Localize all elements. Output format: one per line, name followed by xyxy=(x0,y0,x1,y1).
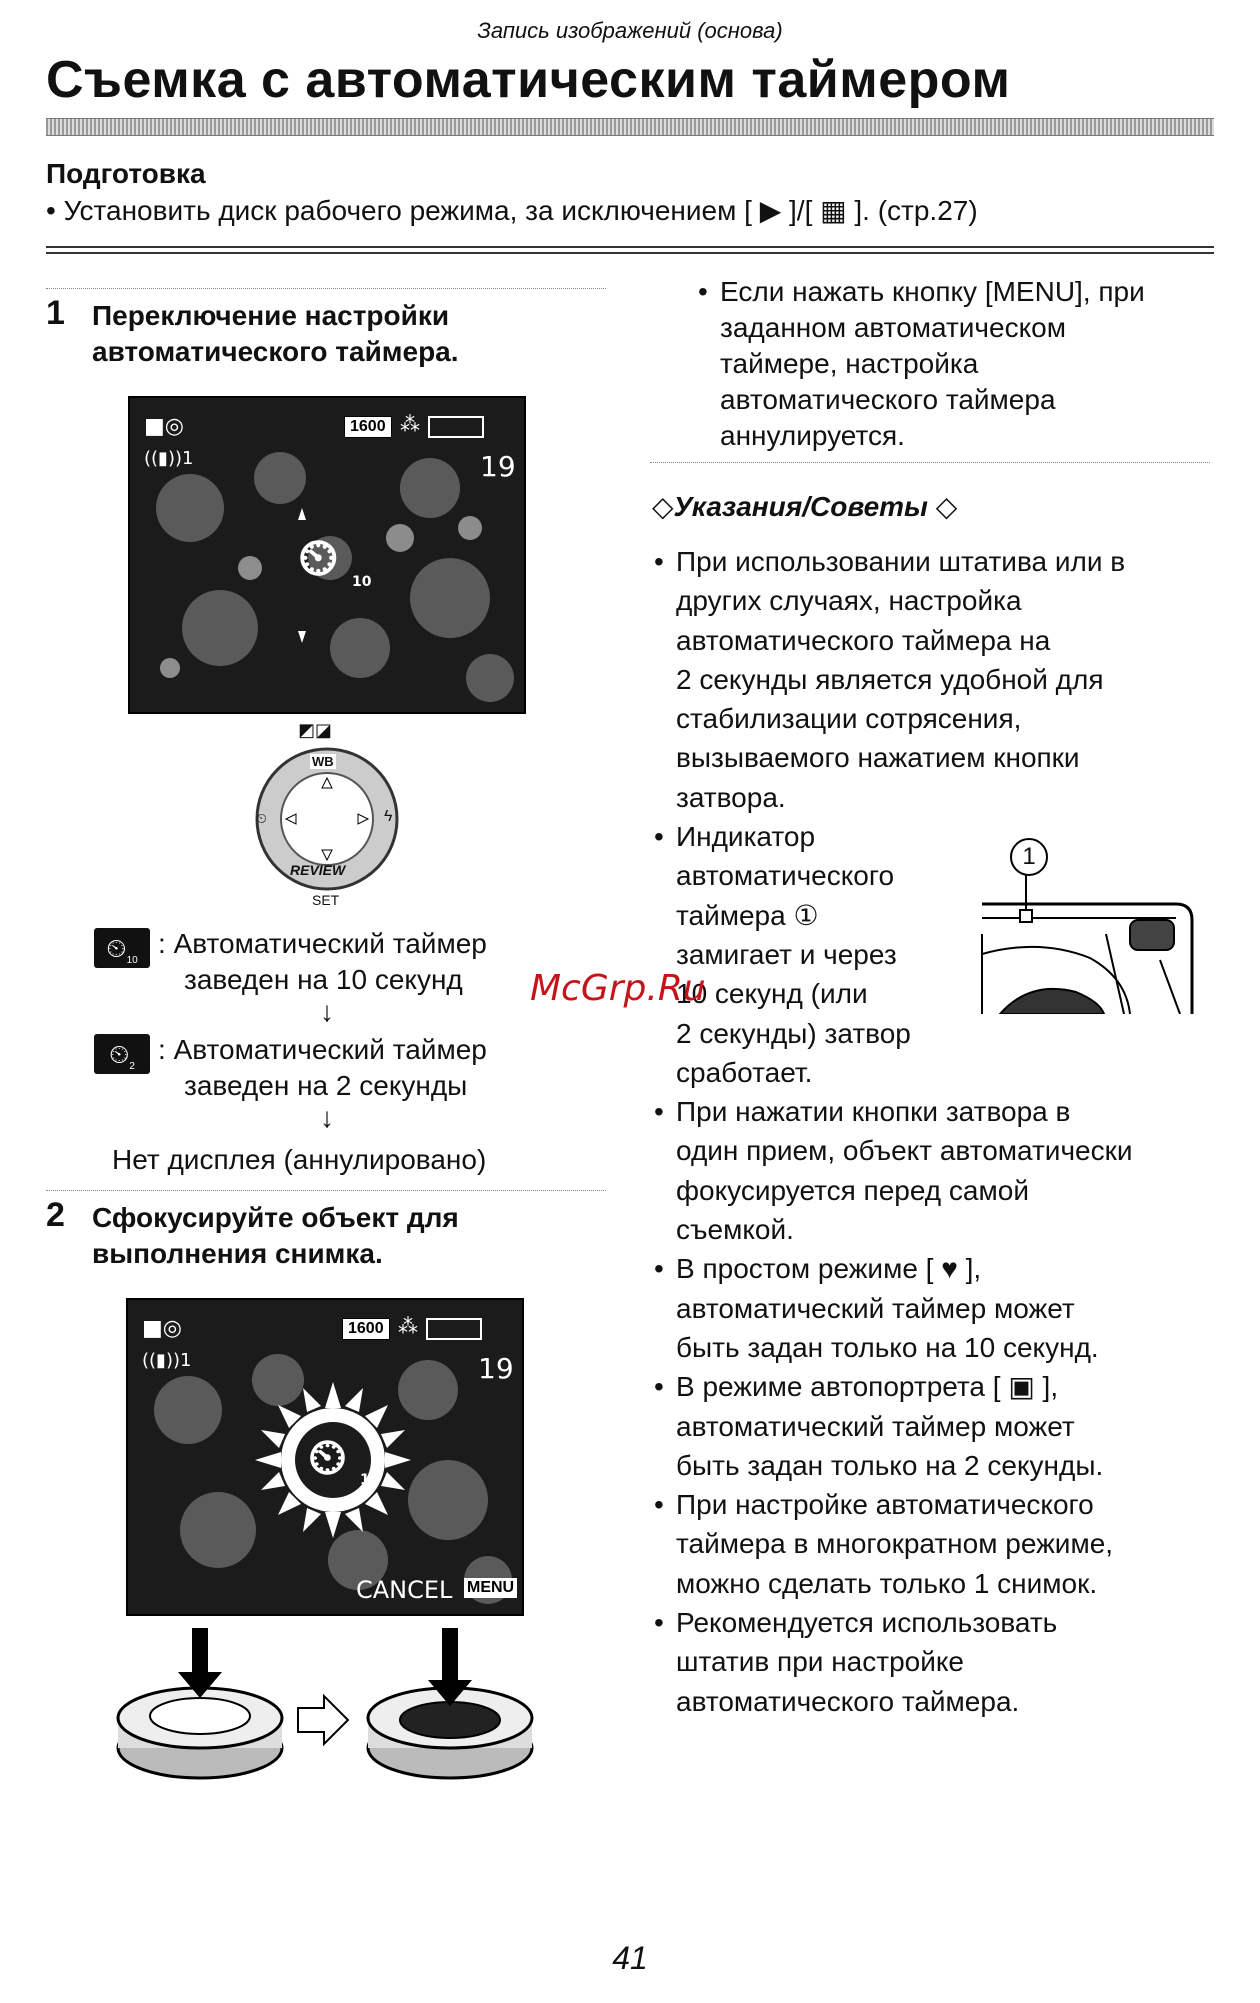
quality-icon: ⁂ xyxy=(400,412,420,436)
option-10-line1: Автоматический таймер xyxy=(173,928,487,959)
self-timer-icon-2: ⏲ xyxy=(308,1428,347,1486)
menu-note-line: Если нажать кнопку [MENU], при xyxy=(720,276,1145,307)
tip-item: • В простом режиме [ ♥ ], автоматический таймер может быть задан только на 10 секунд. xyxy=(654,1253,1099,1363)
step1-title xyxy=(92,298,459,370)
self-timer-icon: ⏲ xyxy=(298,528,339,588)
tip-item: • При настройке автоматического таймера в многократном режиме, можно сделать только 1 снимок. xyxy=(654,1489,1114,1599)
dial-review-label: REVIEW xyxy=(290,862,346,878)
menu-note-line: таймере, настройка xyxy=(720,348,979,379)
tip-item: • При нажатии кнопки затвора в один прием, объект автоматически фокусируется перед самой съемкой. xyxy=(654,1096,1133,1246)
shutter-half-press xyxy=(118,1628,282,1778)
camera-front-illustration xyxy=(980,874,1198,1014)
self-timer-sub-2: 10 xyxy=(360,1472,380,1488)
self-timer-sub: 10 xyxy=(352,574,372,590)
battery-icon xyxy=(428,416,484,438)
tip-item: • Индикатор автоматического таймера ① замигает и через 10 секунд (или 2 секунды) затвор сработает. xyxy=(654,821,911,1088)
shots-remaining-2: 19 xyxy=(478,1352,514,1385)
dial-flash-icon: ϟ xyxy=(384,808,393,825)
camera-mode-icon-2: ■◎ xyxy=(142,1316,182,1341)
tip-item: • Рекомендуется использовать штатив при настройке автоматического таймера. xyxy=(654,1607,1058,1717)
camera-screen-2 xyxy=(126,1298,524,1616)
preparation-heading: Подготовка xyxy=(46,158,206,189)
arrow-2: ↓ xyxy=(320,1102,334,1133)
shutter-illustration xyxy=(112,1628,540,1788)
watermark: McGrp.Ru xyxy=(530,968,706,1009)
menu-badge: MENU xyxy=(464,1578,517,1598)
step2-title xyxy=(92,1200,459,1272)
step2-number: 2 xyxy=(46,1196,65,1234)
battery-icon-2 xyxy=(426,1318,482,1340)
option-none: Нет дисплея (аннулировано) xyxy=(112,1144,487,1175)
preparation-text: • Установить диск рабочего режима, за исключением [ ▶ ]/[ ▦ ]. (стр.27) xyxy=(46,195,978,226)
iso-badge: 1600 xyxy=(344,416,392,438)
cursor-dial[interactable] xyxy=(252,744,402,894)
dial-wb-label: WB xyxy=(312,754,334,769)
step1-number: 1 xyxy=(46,294,65,332)
menu-note-line: автоматического таймера xyxy=(720,384,1056,415)
tip-item: • В режиме автопортрета [ ▣ ], автоматический таймер может быть задан только на 2 секунды. xyxy=(654,1371,1104,1481)
cancel-label: CANCEL xyxy=(356,1576,453,1604)
camera-mode-icon: ■◎ xyxy=(144,414,184,439)
menu-note: • Если нажать кнопку [MENU], при заданном автоматическом таймере, настройка автоматического таймера аннулируется. xyxy=(720,274,1145,454)
option-2: : Автоматический таймер заведен на 2 секунды xyxy=(158,1032,487,1104)
tips-heading: ◇Указания/Советы ◇ xyxy=(652,491,958,522)
option-2-line1: Автоматический таймер xyxy=(173,1034,487,1065)
stabilizer-icon-2: ((▮))1 xyxy=(142,1350,192,1371)
timer-2-icon: $⏲_2$ xyxy=(94,1034,150,1074)
step2-title-line1: Сфокусируйте объект для xyxy=(92,1202,459,1233)
step1-title-line2: автоматического таймера. xyxy=(92,336,459,367)
step1-rule xyxy=(46,288,606,289)
page-number: 41 xyxy=(612,1940,648,1976)
stabilizer-icon: ((▮))1 xyxy=(144,448,194,469)
page-title: Съемка с автоматическим таймером xyxy=(46,51,1011,109)
section-header: Запись изображений (основа) xyxy=(477,18,783,43)
option-2-line2: заведен на 2 секунды xyxy=(184,1070,468,1101)
title-rule xyxy=(46,118,1214,136)
step1-title-line1: Переключение настройки xyxy=(92,300,450,331)
menu-note-line: заданном автоматическом xyxy=(720,312,1066,343)
shutter-full-press xyxy=(368,1628,532,1778)
tips-rule xyxy=(650,462,1210,463)
shots-remaining: 19 xyxy=(480,450,516,483)
exposure-icons: ◩◪ xyxy=(298,720,333,740)
iso-badge-2: 1600 xyxy=(342,1318,390,1340)
timer-10-icon: $⏲_{10}$ xyxy=(94,928,150,968)
step2-title-line2: выполнения снимка. xyxy=(92,1238,383,1269)
step2-rule xyxy=(46,1190,606,1191)
menu-note-line: аннулируется. xyxy=(720,420,905,451)
option-10: : Автоматический таймер заведен на 10 секунд xyxy=(158,926,487,998)
arrow-1: ↓ xyxy=(320,996,334,1027)
tip-item: • При использовании штатива или в других случаях, настройка автоматического таймера на 2 секунды является удобной для стабилизации сотрясения, вызываемого нажатием кнопки затвора. xyxy=(654,546,1126,813)
quality-icon-2: ⁂ xyxy=(398,1314,418,1338)
arrow-right-icon xyxy=(298,1696,348,1744)
divider-bottom xyxy=(46,252,1214,254)
callout-number: 1 xyxy=(1010,838,1048,876)
option-10-line2: заведен на 10 секунд xyxy=(184,964,463,995)
divider-top xyxy=(46,246,1214,248)
dial-set-label: SET xyxy=(312,892,340,908)
camera-screen-1 xyxy=(128,396,526,714)
tips-list xyxy=(654,542,1216,1721)
dial-timer-icon: ⏲ xyxy=(256,810,267,826)
